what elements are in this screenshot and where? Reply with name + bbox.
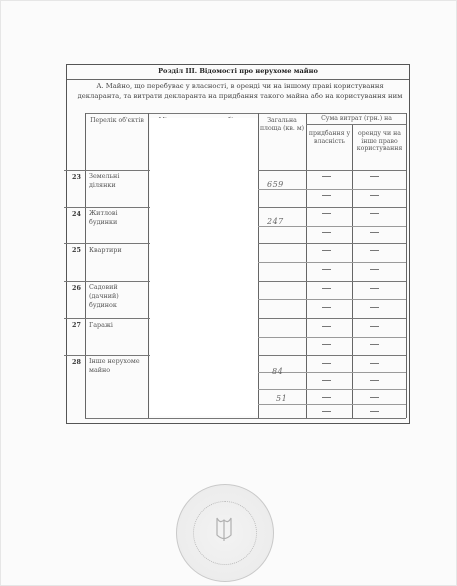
row-number: 24 xyxy=(72,210,81,218)
redacted-location-block xyxy=(150,118,258,416)
empty-dash xyxy=(322,195,331,196)
col-border xyxy=(148,113,149,418)
empty-dash xyxy=(370,380,379,381)
empty-dash xyxy=(370,269,379,270)
empty-dash xyxy=(322,176,331,177)
header-list: Перелік об'єктів xyxy=(90,117,144,124)
empty-dash xyxy=(370,411,379,412)
empty-dash xyxy=(322,326,331,327)
empty-dash xyxy=(370,232,379,233)
table-top-border xyxy=(85,113,406,114)
empty-dash xyxy=(370,213,379,214)
empty-dash xyxy=(322,250,331,251)
row-number: 25 xyxy=(72,246,81,254)
row-subline xyxy=(258,262,406,263)
row-number: 28 xyxy=(72,358,81,366)
row-label: Житлові будинки xyxy=(89,209,118,226)
empty-dash xyxy=(370,397,379,398)
empty-dash xyxy=(322,363,331,364)
row-number: 27 xyxy=(72,321,81,329)
empty-dash xyxy=(322,307,331,308)
area-value: 51 xyxy=(276,394,288,403)
empty-dash xyxy=(370,344,379,345)
area-value: 84 xyxy=(272,367,284,376)
empty-dash xyxy=(322,269,331,270)
empty-dash xyxy=(322,344,331,345)
area-value: 247 xyxy=(267,217,284,226)
row-label: Садовий (дачний) будинок xyxy=(89,283,119,309)
row-subline xyxy=(258,226,406,227)
row-subline xyxy=(258,389,406,390)
row-label: Інше нерухоме майно xyxy=(89,357,140,374)
row-subline xyxy=(258,299,406,300)
table-bottom-border xyxy=(85,418,406,419)
empty-dash xyxy=(370,307,379,308)
header-rented: оренду чи на інше право користування xyxy=(356,130,403,153)
empty-dash xyxy=(370,250,379,251)
empty-dash xyxy=(322,232,331,233)
row-number: 26 xyxy=(72,284,81,292)
subheader-line xyxy=(306,124,406,125)
section-title: Розділ III. Відомості про нерухоме майно xyxy=(158,67,318,75)
title-row xyxy=(67,65,409,80)
trident-icon xyxy=(213,515,235,545)
row-subline xyxy=(258,337,406,338)
row-label: Земельні ділянки xyxy=(89,172,120,189)
empty-dash xyxy=(370,195,379,196)
official-seal xyxy=(176,484,274,582)
row-subline xyxy=(258,189,406,190)
row-subline xyxy=(258,404,406,405)
empty-dash xyxy=(370,326,379,327)
row-number: 23 xyxy=(72,173,81,181)
empty-dash xyxy=(370,176,379,177)
header-area: Загальна площа (кв. м) xyxy=(259,117,305,132)
area-value: 659 xyxy=(267,180,284,189)
empty-dash xyxy=(322,288,331,289)
empty-dash xyxy=(322,380,331,381)
col-border xyxy=(406,113,407,418)
empty-dash xyxy=(322,411,331,412)
col-border xyxy=(85,113,86,418)
row-label: Гаражі xyxy=(89,321,113,329)
header-acquired: придбання у власність xyxy=(308,130,351,145)
empty-dash xyxy=(322,213,331,214)
empty-dash xyxy=(322,397,331,398)
empty-dash xyxy=(370,288,379,289)
header-cost-group: Сума витрат (грн.) на xyxy=(321,115,392,122)
row-label: Квартири xyxy=(89,246,122,254)
empty-dash xyxy=(370,363,379,364)
intro-text: А. Майно, що перебуває у власності, в оренді чи на іншому праві користування декларанта, та витрати декларанта на придбання такого майна або на користування ним xyxy=(77,82,403,100)
col-border xyxy=(352,124,353,418)
